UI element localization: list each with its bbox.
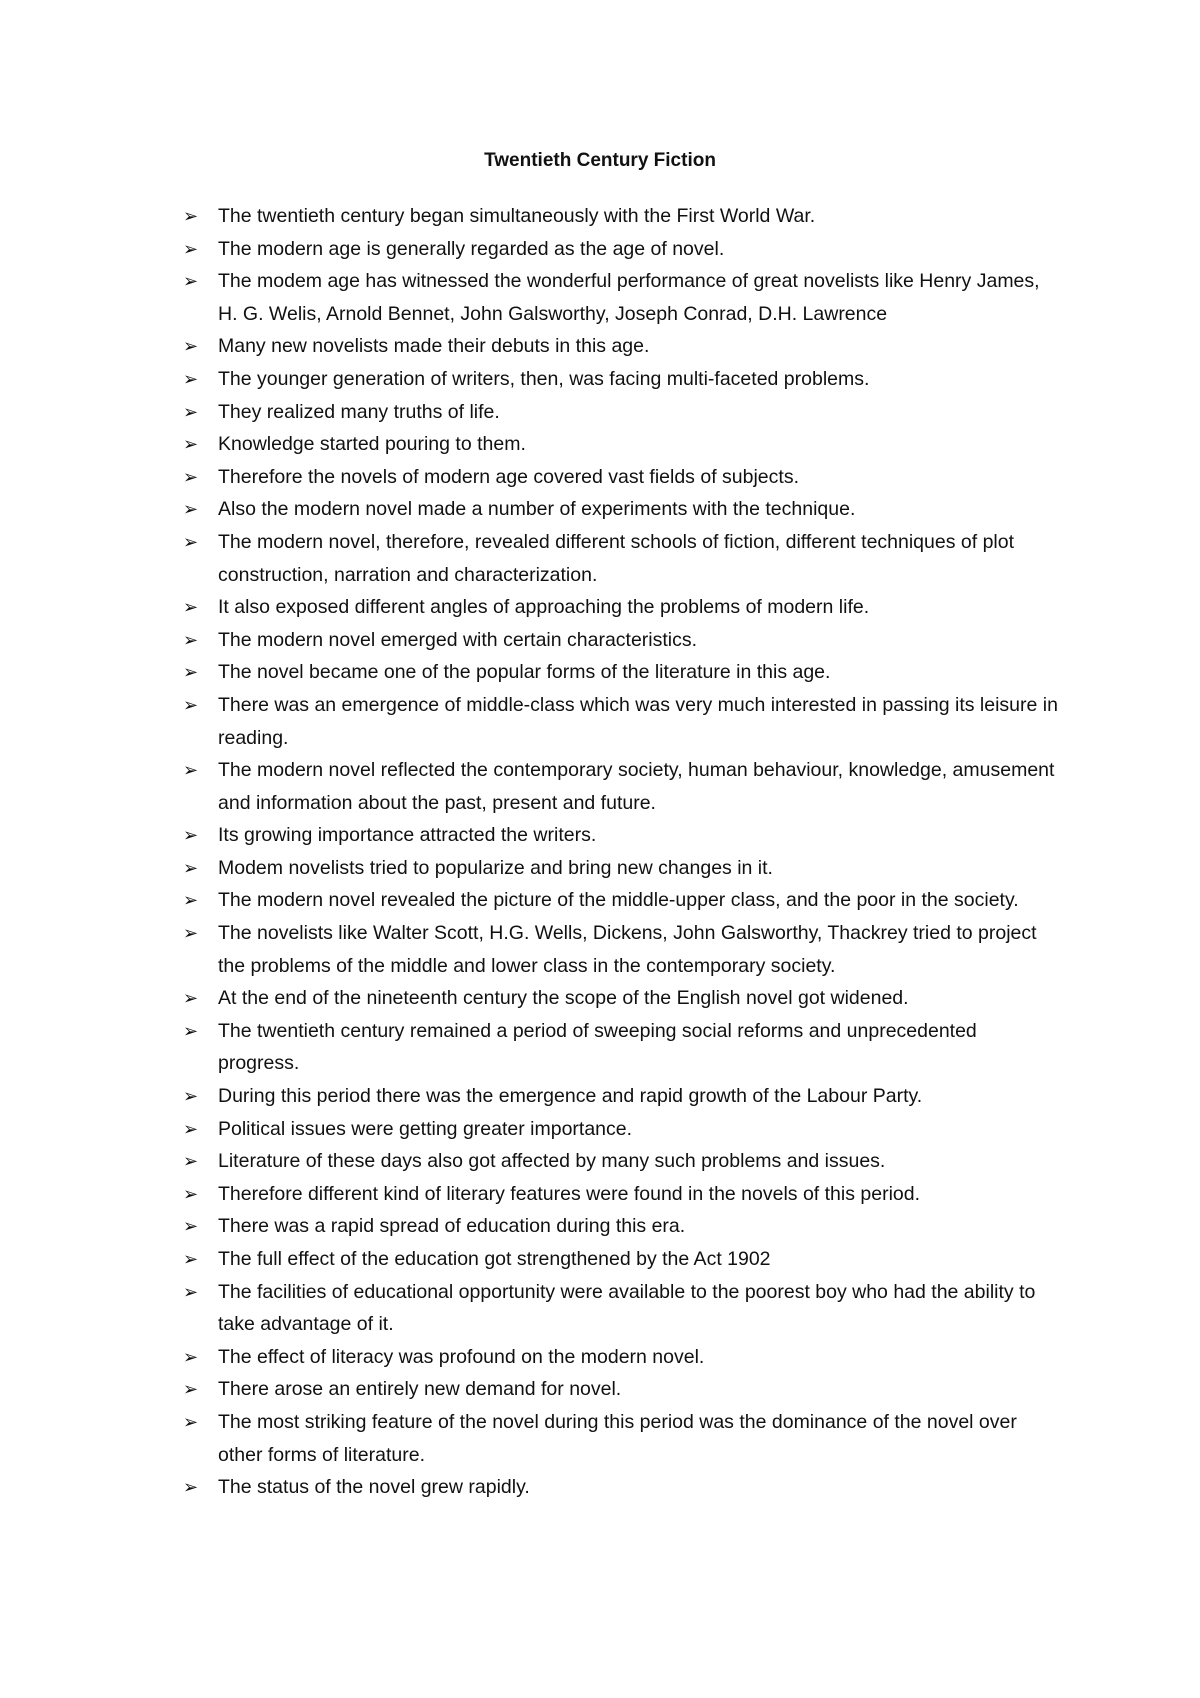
arrowhead-bullet-icon: ➢ bbox=[183, 1086, 199, 1107]
arrowhead-bullet-icon: ➢ bbox=[183, 1281, 199, 1302]
arrowhead-bullet-icon: ➢ bbox=[183, 694, 199, 715]
list-item bbox=[183, 363, 1063, 396]
list-item-text: There was a rapid spread of education during this era. bbox=[218, 1215, 686, 1238]
list-item-text: The modern novel emerged with certain characteristics. bbox=[218, 628, 698, 651]
list-item-text: During this period there was the emergence and rapid growth of the Labour Party. bbox=[218, 1085, 923, 1108]
arrowhead-bullet-icon: ➢ bbox=[183, 401, 199, 422]
list-item-text: Many new novelists made their debuts in this age. bbox=[218, 335, 650, 358]
arrowhead-bullet-icon: ➢ bbox=[183, 466, 199, 487]
list-item-text: The most striking feature of the novel during this period was the dominance of the novel over other forms of literature. bbox=[218, 1410, 1017, 1466]
list-item-text: There was an emergence of middle-class which was very much interested in passing its leisure in reading. bbox=[218, 693, 1058, 749]
list-item bbox=[183, 428, 1063, 461]
arrowhead-bullet-icon: ➢ bbox=[183, 662, 199, 683]
list-item-text: The modern age is generally regarded as the age of novel. bbox=[218, 237, 725, 260]
list-item bbox=[183, 200, 1063, 233]
arrowhead-bullet-icon: ➢ bbox=[183, 890, 199, 911]
list-item-text: Modem novelists tried to popularize and bring new changes in it. bbox=[218, 856, 773, 879]
list-item bbox=[183, 1276, 1063, 1341]
arrowhead-bullet-icon: ➢ bbox=[183, 1411, 199, 1432]
list-item-text: Knowledge started pouring to them. bbox=[218, 433, 526, 456]
arrowhead-bullet-icon: ➢ bbox=[183, 988, 199, 1009]
arrowhead-bullet-icon: ➢ bbox=[183, 923, 199, 944]
arrowhead-bullet-icon: ➢ bbox=[183, 1379, 199, 1400]
list-item bbox=[183, 233, 1063, 266]
arrowhead-bullet-icon: ➢ bbox=[183, 368, 199, 389]
arrowhead-bullet-icon: ➢ bbox=[183, 1477, 199, 1498]
list-item bbox=[183, 917, 1063, 982]
arrowhead-bullet-icon: ➢ bbox=[183, 825, 199, 846]
arrowhead-bullet-icon: ➢ bbox=[183, 760, 199, 781]
arrowhead-bullet-icon: ➢ bbox=[183, 1118, 199, 1139]
list-item-text: It also exposed different angles of approaching the problems of modern life. bbox=[218, 596, 870, 619]
list-item bbox=[183, 461, 1063, 494]
arrowhead-bullet-icon: ➢ bbox=[183, 629, 199, 650]
list-item-text: The modern novel reflected the contemporary society, human behaviour, knowledge, amusement and information about the past, present and future. bbox=[218, 759, 1055, 814]
list-item bbox=[183, 396, 1063, 429]
list-item bbox=[183, 1178, 1063, 1211]
list-item bbox=[183, 1243, 1063, 1276]
list-item bbox=[183, 689, 1063, 754]
list-item bbox=[183, 493, 1063, 526]
list-item bbox=[183, 1471, 1063, 1504]
list-item bbox=[183, 591, 1063, 624]
list-item bbox=[183, 819, 1063, 852]
list-item bbox=[183, 852, 1063, 885]
list-item bbox=[183, 1080, 1063, 1113]
list-item-text: Therefore the novels of modern age covered vast fields of subjects. bbox=[218, 465, 799, 488]
list-item bbox=[183, 1341, 1063, 1374]
list-item-text: Literature of these days also got affected by many such problems and issues. bbox=[218, 1150, 886, 1173]
arrowhead-bullet-icon: ➢ bbox=[183, 1216, 199, 1237]
arrowhead-bullet-icon: ➢ bbox=[183, 434, 199, 455]
list-item bbox=[183, 1406, 1063, 1471]
arrowhead-bullet-icon: ➢ bbox=[183, 1249, 199, 1269]
list-item-text: The status of the novel grew rapidly. bbox=[218, 1476, 530, 1499]
list-item bbox=[183, 1145, 1063, 1178]
list-item bbox=[183, 1113, 1063, 1146]
bullet-list bbox=[183, 200, 1063, 1504]
arrowhead-bullet-icon: ➢ bbox=[183, 499, 199, 520]
list-item bbox=[183, 1373, 1063, 1406]
arrowhead-bullet-icon: ➢ bbox=[183, 857, 199, 878]
list-item bbox=[183, 884, 1063, 917]
list-item-text: Political issues were getting greater importance. bbox=[218, 1117, 633, 1140]
list-item-text: The modern novel revealed the picture of the middle-upper class, and the poor in the society. bbox=[218, 889, 1019, 912]
list-item bbox=[183, 624, 1063, 657]
arrowhead-bullet-icon: ➢ bbox=[183, 531, 199, 552]
list-item-text: Also the modern novel made a number of experiments with the technique. bbox=[218, 498, 856, 521]
list-item bbox=[183, 526, 1063, 591]
list-item-text: There arose an entirely new demand for novel. bbox=[218, 1378, 622, 1401]
list-item-text: The novelists like Walter Scott, H.G. Wells, Dickens, John Galsworthy, Thackrey tried to project the problems of the middle and lower class in the contemporary society. bbox=[218, 922, 1037, 977]
list-item-text: The modern novel, therefore, revealed different schools of fiction, different techniques of plot construction, narration and characterization. bbox=[218, 530, 1015, 586]
list-item-text: At the end of the nineteenth century the scope of the English novel got widened. bbox=[218, 987, 909, 1010]
list-item-text: The full effect of the education got strengthened by the Act 1902 bbox=[218, 1248, 771, 1270]
list-item-text: The facilities of educational opportunity were available to the poorest boy who had the ability to take advantage of it. bbox=[218, 1280, 1036, 1336]
arrowhead-bullet-icon: ➢ bbox=[183, 238, 199, 259]
list-item-text: The novel became one of the popular forms of the literature in this age. bbox=[218, 661, 831, 684]
list-item-text: Therefore different kind of literary features were found in the novels of this period. bbox=[218, 1182, 921, 1205]
list-item bbox=[183, 656, 1063, 689]
list-item-text: The twentieth century began simultaneously with the First World War. bbox=[218, 205, 816, 227]
arrowhead-bullet-icon: ➢ bbox=[183, 1183, 199, 1204]
list-item-text: The effect of literacy was profound on the modern novel. bbox=[218, 1345, 705, 1368]
list-item-text: They realized many truths of life. bbox=[218, 400, 500, 423]
list-item-text: Its growing importance attracted the writers. bbox=[218, 824, 597, 847]
arrowhead-bullet-icon: ➢ bbox=[183, 1020, 199, 1041]
arrowhead-bullet-icon: ➢ bbox=[183, 336, 199, 357]
list-item-text: The modem age has witnessed the wonderful performance of great novelists like Henry James, H. G. Welis, Arnold Bennet, John Galsworthy, Joseph Conrad, D.H. Lawrence bbox=[218, 270, 1040, 325]
arrowhead-bullet-icon: ➢ bbox=[183, 597, 199, 618]
list-item bbox=[183, 330, 1063, 363]
list-item bbox=[183, 754, 1063, 819]
list-item bbox=[183, 982, 1063, 1015]
page-title: Twentieth Century Fiction bbox=[484, 150, 716, 171]
arrowhead-bullet-icon: ➢ bbox=[183, 271, 199, 292]
arrowhead-bullet-icon: ➢ bbox=[183, 1346, 199, 1367]
list-item bbox=[183, 265, 1063, 330]
list-item-text: The younger generation of writers, then, was facing multi-faceted problems. bbox=[218, 367, 870, 390]
arrowhead-bullet-icon: ➢ bbox=[183, 1151, 199, 1172]
arrowhead-bullet-icon: ➢ bbox=[183, 206, 199, 226]
list-item bbox=[183, 1210, 1063, 1243]
list-item bbox=[183, 1015, 1063, 1080]
list-item-text: The twentieth century remained a period of sweeping social reforms and unprecedented progress. bbox=[218, 1019, 977, 1075]
